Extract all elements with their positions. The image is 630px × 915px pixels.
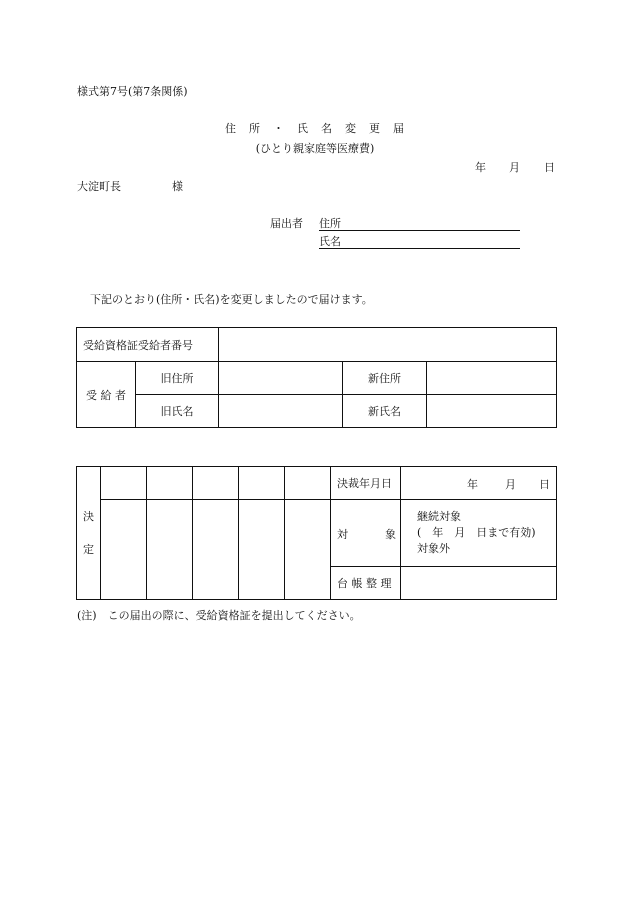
target-option-continue[interactable]: 継続対象 xyxy=(417,510,461,523)
stamp-cell[interactable] xyxy=(101,467,147,500)
recipient-label: 受 給 者 xyxy=(77,362,136,428)
new-address-field[interactable] xyxy=(427,362,557,395)
form-subtitle: (ひとり親家庭等医療費) xyxy=(255,142,375,155)
stamp-cell[interactable] xyxy=(285,467,331,500)
applicant-address-field[interactable] xyxy=(319,230,520,231)
form-title: 住 所 ・ 氏 名 変 更 届 xyxy=(225,122,405,135)
decision-label: 決 定 xyxy=(77,467,101,600)
new-name-label: 新氏名 xyxy=(343,395,427,428)
stamp-cell[interactable] xyxy=(101,500,147,600)
stamp-cell[interactable] xyxy=(193,467,239,500)
date-day: 日 xyxy=(544,161,555,174)
stamp-cell[interactable] xyxy=(239,467,285,500)
ledger-label: 台 帳 整 理 xyxy=(331,567,401,600)
applicant-address-label: 住所 xyxy=(319,217,341,230)
old-name-field[interactable] xyxy=(219,395,343,428)
date-month: 月 xyxy=(509,161,520,174)
addressee-honorific: 様 xyxy=(172,180,183,193)
footnote: (注) この届出の際に、受給資格証を提出してください。 xyxy=(77,609,361,622)
cert-number-field[interactable] xyxy=(219,328,557,362)
target-option-valid-until[interactable]: ( 年 月 日まで有効) xyxy=(417,526,536,539)
applicant-label: 届出者 xyxy=(270,217,303,230)
decision-date-year: 年 xyxy=(467,478,478,491)
decision-date-day: 日 xyxy=(539,478,550,491)
old-name-label: 旧氏名 xyxy=(136,395,219,428)
stamp-cell[interactable] xyxy=(193,500,239,600)
decision-date-month: 月 xyxy=(505,478,516,491)
date-year: 年 xyxy=(475,161,486,174)
ledger-field[interactable] xyxy=(401,567,557,600)
stamp-cell[interactable] xyxy=(147,500,193,600)
addressee-name: 大淀町長 xyxy=(77,180,121,193)
applicant-name-label: 氏名 xyxy=(319,235,341,248)
old-address-label: 旧住所 xyxy=(136,362,219,395)
old-address-field[interactable] xyxy=(219,362,343,395)
target-options xyxy=(401,500,557,567)
decision-date-field[interactable] xyxy=(401,467,557,500)
cert-number-label: 受給資格証受給者番号 xyxy=(77,328,219,362)
form-number: 様式第7号(第7条関係) xyxy=(77,85,188,98)
applicant-name-field[interactable] xyxy=(319,248,520,249)
decision-date-label: 決裁年月日 xyxy=(331,467,401,500)
stamp-cell[interactable] xyxy=(239,500,285,600)
intro-text: 下記のとおり(住所・氏名)を変更しましたので届けます。 xyxy=(90,293,373,306)
target-label: 対 象 xyxy=(331,500,401,567)
target-option-excluded[interactable]: 対象外 xyxy=(417,542,450,555)
stamp-cell[interactable] xyxy=(285,500,331,600)
new-name-field[interactable] xyxy=(427,395,557,428)
change-details-table xyxy=(76,327,557,428)
decision-table xyxy=(76,466,557,600)
stamp-cell[interactable] xyxy=(147,467,193,500)
new-address-label: 新住所 xyxy=(343,362,427,395)
